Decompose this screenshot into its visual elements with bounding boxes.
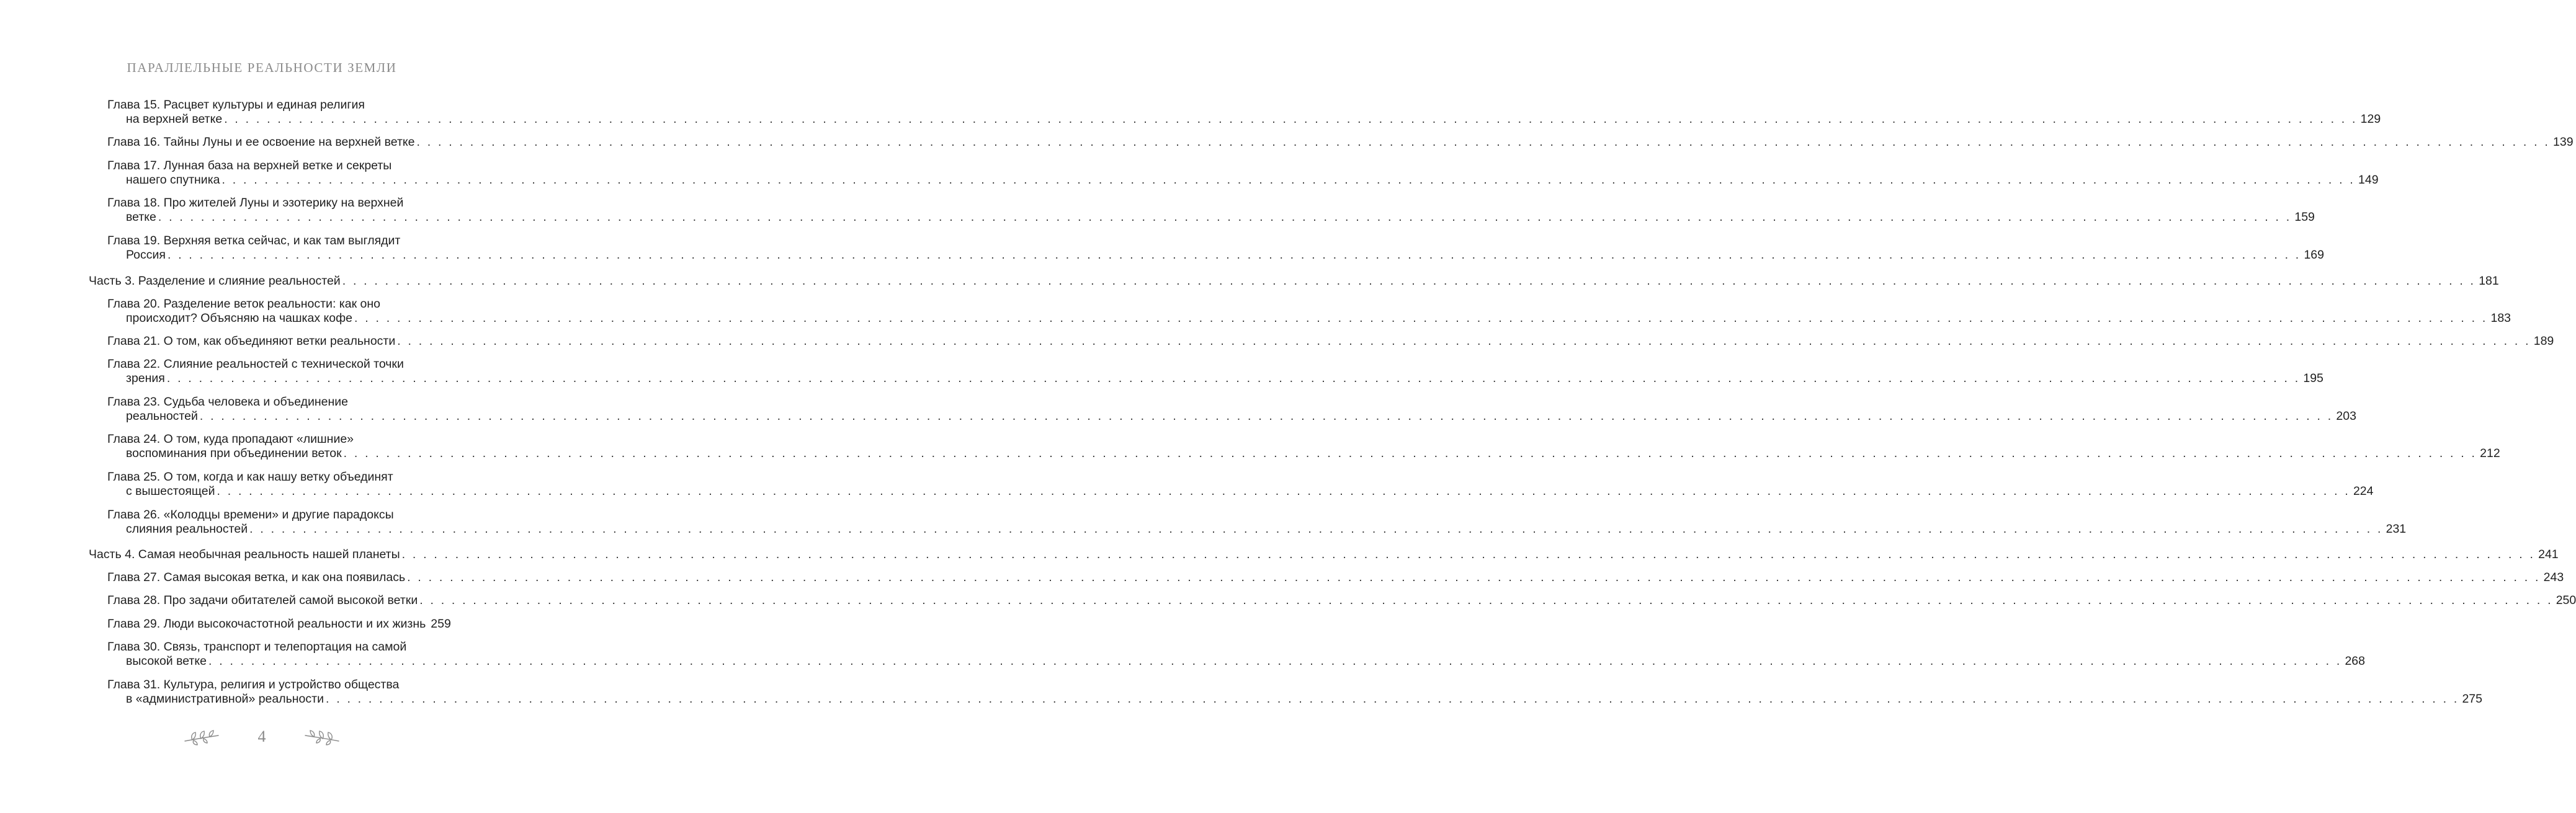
entry-title: Глава 28. Про задачи обитателей самой высокой ветки — [107, 593, 418, 607]
toc-entry-ch25[interactable] — [107, 470, 2374, 499]
leader-dots: . . . . . . . . . . . . . . . . . . . . . . . . . . . . . . . . . . . . . . . . . . . . . . . . . . . . . . . . . . . . . . . . . . . . . . . . . . . . . . . . . . . . . . . . . . . . . . . . . . . . . . . . . . . . . . . . . . . . . . . . . . . . . . . . . . . . . . . . . . . . . . . . . . . . . . . . . . . . . . . . . . . . . . . . . . . . . . . . . . . . . . . . . . . . . . . . . . . . . . . . — [354, 311, 2488, 325]
page-ref: 181 — [2479, 274, 2499, 288]
page-ref: 129 — [2360, 112, 2381, 126]
leader-dots: . . . . . . . . . . . . . . . . . . . . . . . . . . . . . . . . . . . . . . . . . . . . . . . . . . . . . . . . . . . . . . . . . . . . . . . . . . . . . . . . . . . . . . . . . . . . . . . . . . . . . . . . . . . . . . . . . . . . . . . . . . . . . . . . . . . . . . . . . . . . . . . . . . . . . . . . . . . . . . . . . . . . . . . . . . . . . . . . . . . . . . . . . . . . . . . . . . . . . . . . — [325, 692, 2459, 706]
entry-title: Глава 29. Люди высокочастотной реальности и их жизнь — [107, 617, 426, 631]
toc-entry-ch24[interactable] — [107, 432, 2500, 461]
toc-entry-ch18[interactable] — [107, 196, 2315, 224]
page-footer — [0, 724, 524, 749]
leader-dots: . . . . . . . . . . . . . . . . . . . . . . . . . . . . . . . . . . . . . . . . . . . . . . . . . . . . . . . . . . . . . . . . . . . . . . . . . . . . . . . . . . . . . . . . . . . . . . . . . . . . . . . . . . . . . . . . . . . . . . . . . . . . . . . . . . . . . . . . . . . . . . . . . . . . . . . . . . . . . . . . . . . . . . . . . . . . . . . . . . . . . . . . . . . . . . . . . . . . . . . . — [419, 593, 2553, 607]
entry-title-line1: Глава 26. «Колодцы времени» и другие парадоксы — [107, 508, 394, 522]
leader-dots: . . . . . . . . . . . . . . . . . . . . . . . . . . . . . . . . . . . . . . . . . . . . . . . . . . . . . . . . . . . . . . . . . . . . . . . . . . . . . . . . . . . . . . . . . . . . . . . . . . . . . . . . . . . . . . . . . . . . . . . . . . . . . . . . . . . . . . . . . . . . . . . . . . . . . . . . . . . . . . . . . . . . . . . . . . . . . . . . . . . . . . . . . . . . . . . . . . . . . . . . — [407, 571, 2541, 584]
page-ref: 183 — [2490, 311, 2511, 325]
entry-title: Глава 16. Тайны Луны и ее освоение на верхней ветке — [107, 135, 415, 149]
leader-dots: . . . . . . . . . . . . . . . . . . . . . . . . . . . . . . . . . . . . . . . . . . . . . . . . . . . . . . . . . . . . . . . . . . . . . . . . . . . . . . . . . . . . . . . . . . . . . . . . . . . . . . . . . . . . . . . . . . . . . . . . . . . . . . . . . . . . . . . . . . . . . . . . . . . . . . . . . . . . . . . . . . . . . . . . . . . . . . . . . . . . . . . . . . . . . . . . . . . . . . . . — [199, 409, 2333, 423]
entry-title: Глава 27. Самая высокая ветка, и как она появилась — [107, 571, 406, 584]
entry-title-line1: Глава 23. Судьба человека и объединение — [107, 395, 349, 409]
toc-entry-ch26[interactable] — [107, 508, 2407, 536]
toc-entry-ch27[interactable] — [107, 571, 2564, 585]
page-number: 4 — [257, 727, 266, 745]
leaf-sprig-ornament-icon — [184, 727, 220, 746]
toc-entry-ch22[interactable] — [107, 357, 2323, 386]
leader-dots: . . . . . . . . . . . . . . . . . . . . . . . . . . . . . . . . . . . . . . . . . . . . . . . . . . . . . . . . . . . . . . . . . . . . . . . . . . . . . . . . . . . . . . . . . . . . . . . . . . . . . . . . . . . . . . . . . . . . . . . . . . . . . . . . . . . . . . . . . . . . . . . . . . . . . . . . . . . . . . . . . . . . . . . . . . . . . . . . . . . . . . . . . . . . . . . . . . . . . . . . — [249, 522, 2383, 536]
toc-entry-ch31[interactable] — [107, 678, 2482, 706]
entry-title-line2: ветке — [126, 210, 156, 224]
leader-dots: . . . . . . . . . . . . . . . . . . . . . . . . . . . . . . . . . . . . . . . . . . . . . . . . . . . . . . . . . . . . . . . . . . . . . . . . . . . . . . . . . . . . . . . . . . . . . . . . . . . . . . . . . . . . . . . . . . . . . . . . . . . . . . . . . . . . . . . . . . . . . . . . . . . . . . . . . . . . . . . . . . . . . . . . . . . . . . . . . . . . . . . . . . . . . . . . . . . . . . . . — [343, 446, 2477, 460]
page-ref: 139 — [2553, 135, 2574, 149]
page-ref: 169 — [2304, 248, 2324, 262]
page-ref: 149 — [2358, 173, 2379, 187]
entry-title-line2: происходит? Объясняю на чашках кофе — [126, 311, 352, 325]
entry-title-line2: реальностей — [126, 409, 198, 423]
entry-title-line2: воспоминания при объединении веток — [126, 446, 342, 460]
page-ref: 241 — [2538, 548, 2559, 561]
page-ref: 195 — [2303, 371, 2323, 385]
entry-title-line1: Глава 18. Про жителей Луны и эзотерику на верхней — [107, 196, 404, 210]
toc-entry-ch19[interactable] — [107, 234, 2324, 262]
running-head: ПАРАЛЛЕЛЬНЫЕ РЕАЛЬНОСТИ ЗЕМЛИ — [127, 60, 397, 75]
entry-title-line2: в «административной» реальности — [126, 692, 324, 706]
page-ref: 189 — [2533, 334, 2554, 348]
page-ref: 259 — [431, 617, 451, 631]
leader-dots: . . . . . . . . . . . . . . . . . . . . . . . . . . . . . . . . . . . . . . . . . . . . . . . . . . . . . . . . . . . . . . . . . . . . . . . . . . . . . . . . . . . . . . . . . . . . . . . . . . . . . . . . . . . . . . . . . . . . . . . . . . . . . . . . . . . . . . . . . . . . . . . . . . . . . . . . . . . . . . . . . . . . . . . . . . . . . . . . . . . . . . . . . . . . . . . . . . . . . . . . — [208, 654, 2342, 668]
leader-dots: . . . . . . . . . . . . . . . . . . . . . . . . . . . . . . . . . . . . . . . . . . . . . . . . . . . . . . . . . . . . . . . . . . . . . . . . . . . . . . . . . . . . . . . . . . . . . . . . . . . . . . . . . . . . . . . . . . . . . . . . . . . . . . . . . . . . . . . . . . . . . . . . . . . . . . . . . . . . . . . . . . . . . . . . . . . . . . . . . . . . . . . . . . . . . . . . . . . . . . . . — [224, 112, 2358, 126]
page-ref: 243 — [2543, 571, 2564, 584]
entry-title-line2: Россия — [126, 248, 166, 262]
toc-entry-part4[interactable] — [89, 548, 2559, 562]
page-ref: 159 — [2294, 210, 2315, 224]
entry-title-line2: высокой ветке — [126, 654, 207, 668]
page-ref: 203 — [2336, 409, 2356, 423]
page-ref: 212 — [2480, 446, 2500, 460]
entry-title-line1: Глава 19. Верхняя ветка сейчас, и как там выглядит — [107, 234, 401, 247]
entry-title-line1: Глава 25. О том, когда и как нашу ветку объединят — [107, 470, 393, 484]
page-ref: 268 — [2345, 654, 2365, 668]
toc-entry-ch15[interactable] — [107, 98, 2381, 127]
page-ref: 231 — [2386, 522, 2407, 536]
entry-title-line2: зрения — [126, 371, 165, 385]
entry-title-line1: Глава 22. Слияние реальностей с технической точки — [107, 357, 404, 371]
leader-dots: . . . . . . . . . . . . . . . . . . . . . . . . . . . . . . . . . . . . . . . . . . . . . . . . . . . . . . . . . . . . . . . . . . . . . . . . . . . . . . . . . . . . . . . . . . . . . . . . . . . . . . . . . . . . . . . . . . . . . . . . . . . . . . . . . . . . . . . . . . . . . . . . . . . . . . . . . . . . . . . . . . . . . . . . . . . . . . . . . . . . . . . . . . . . . . . . . . . . . . . . — [416, 135, 2550, 149]
page-ref: 275 — [2462, 692, 2482, 706]
leader-dots: . . . . . . . . . . . . . . . . . . . . . . . . . . . . . . . . . . . . . . . . . . . . . . . . . . . . . . . . . . . . . . . . . . . . . . . . . . . . . . . . . . . . . . . . . . . . . . . . . . . . . . . . . . . . . . . . . . . . . . . . . . . . . . . . . . . . . . . . . . . . . . . . . . . . . . . . . . . . . . . . . . . . . . . . . . . . . . . . . . . . . . . . . . . . . . . . . . . . . . . . — [167, 248, 2301, 262]
toc-entry-ch28[interactable] — [107, 593, 2576, 608]
toc-entry-ch29[interactable] — [107, 617, 450, 631]
toc-entry-ch21[interactable] — [107, 334, 2554, 349]
part-title: Часть 3. Разделение и слияние реальностей — [89, 274, 341, 288]
entry-title-line1: Глава 24. О том, куда пропадают «лишние» — [107, 432, 354, 446]
entry-title-line1: Глава 15. Расцвет культуры и единая религия — [107, 98, 365, 112]
part-title: Часть 4. Самая необычная реальность нашей планеты — [89, 548, 400, 561]
toc-entry-ch23[interactable] — [107, 395, 2356, 424]
page-ref: 250 — [2556, 593, 2576, 607]
entry-title-line1: Глава 31. Культура, религия и устройство общества — [107, 678, 400, 691]
entry-title-line1: Глава 20. Разделение веток реальности: как оно — [107, 297, 380, 311]
toc-entry-ch17[interactable] — [107, 159, 2379, 187]
leader-dots: . . . . . . . . . . . . . . . . . . . . . . . . . . . . . . . . . . . . . . . . . . . . . . . . . . . . . . . . . . . . . . . . . . . . . . . . . . . . . . . . . . . . . . . . . . . . . . . . . . . . . . . . . . . . . . . . . . . . . . . . . . . . . . . . . . . . . . . . . . . . . . . . . . . . . . . . . . . . . . . . . . . . . . . . . . . . . . . . . . . . . . . . . . . . . . . . . . . . . . . . — [342, 274, 2476, 288]
toc-entry-ch30[interactable] — [107, 640, 2365, 669]
entry-title-line2: на верхней ветке — [126, 112, 223, 126]
toc-entry-part3[interactable] — [89, 274, 2499, 288]
entry-title: Глава 21. О том, как объединяют ветки реальности — [107, 334, 396, 348]
toc-entry-ch20[interactable] — [107, 297, 2511, 326]
leader-dots: . . . . . . . . . . . . . . . . . . . . . . . . . . . . . . . . . . . . . . . . . . . . . . . . . . . . . . . . . . . . . . . . . . . . . . . . . . . . . . . . . . . . . . . . . . . . . . . . . . . . . . . . . . . . . . . . . . . . . . . . . . . . . . . . . . . . . . . . . . . . . . . . . . . . . . . . . . . . . . . . . . . . . . . . . . . . . . . . . . . . . . . . . . . . . . . . . . . . . . . . — [221, 173, 2355, 187]
leader-dots: . . . . . . . . . . . . . . . . . . . . . . . . . . . . . . . . . . . . . . . . . . . . . . . . . . . . . . . . . . . . . . . . . . . . . . . . . . . . . . . . . . . . . . . . . . . . . . . . . . . . . . . . . . . . . . . . . . . . . . . . . . . . . . . . . . . . . . . . . . . . . . . . . . . . . . . . . . . . . . . . . . . . . . . . . . . . . . . . . . . . . . . . . . . . . . . . . . . . . . . . — [397, 334, 2531, 348]
entry-title-line2: с вышестоящей — [126, 484, 215, 498]
leader-dots: . . . . . . . . . . . . . . . . . . . . . . . . . . . . . . . . . . . . . . . . . . . . . . . . . . . . . . . . . . . . . . . . . . . . . . . . . . . . . . . . . . . . . . . . . . . . . . . . . . . . . . . . . . . . . . . . . . . . . . . . . . . . . . . . . . . . . . . . . . . . . . . . . . . . . . . . . . . . . . . . . . . . . . . . . . . . . . . . . . . . . . . . . . . . . . . . . . . . . . . . — [217, 484, 2350, 498]
leaf-sprig-ornament-icon — [304, 727, 340, 746]
leader-dots: . . . . . . . . . . . . . . . . . . . . . . . . . . . . . . . . . . . . . . . . . . . . . . . . . . . . . . . . . . . . . . . . . . . . . . . . . . . . . . . . . . . . . . . . . . . . . . . . . . . . . . . . . . . . . . . . . . . . . . . . . . . . . . . . . . . . . . . . . . . . . . . . . . . . . . . . . . . . . . . . . . . . . . . . . . . . . . . . . . . . . . . . . . . . . . . . . . . . . . . . — [401, 548, 2536, 561]
entry-title-line2: нашего спутника — [126, 173, 220, 187]
entry-title-line1: Глава 17. Лунная база на верхней ветке и секреты — [107, 159, 392, 172]
leader-dots: . . . . . . . . . . . . . . . . . . . . . . . . . . . . . . . . . . . . . . . . . . . . . . . . . . . . . . . . . . . . . . . . . . . . . . . . . . . . . . . . . . . . . . . . . . . . . . . . . . . . . . . . . . . . . . . . . . . . . . . . . . . . . . . . . . . . . . . . . . . . . . . . . . . . . . . . . . . . . . . . . . . . . . . . . . . . . . . . . . . . . . . . . . . . . . . . . . . . . . . . — [166, 371, 2301, 385]
entry-title-line2: слияния реальностей — [126, 522, 248, 536]
leader-dots: . . . . . . . . . . . . . . . . . . . . . . . . . . . . . . . . . . . . . . . . . . . . . . . . . . . . . . . . . . . . . . . . . . . . . . . . . . . . . . . . . . . . . . . . . . . . . . . . . . . . . . . . . . . . . . . . . . . . . . . . . . . . . . . . . . . . . . . . . . . . . . . . . . . . . . . . . . . . . . . . . . . . . . . . . . . . . . . . . . . . . . . . . . . . . . . . . . . . . . . . — [158, 210, 2292, 224]
toc-entry-ch16[interactable] — [107, 135, 2574, 149]
page-ref: 224 — [2353, 484, 2374, 498]
entry-title-line1: Глава 30. Связь, транспорт и телепортация на самой — [107, 640, 407, 654]
